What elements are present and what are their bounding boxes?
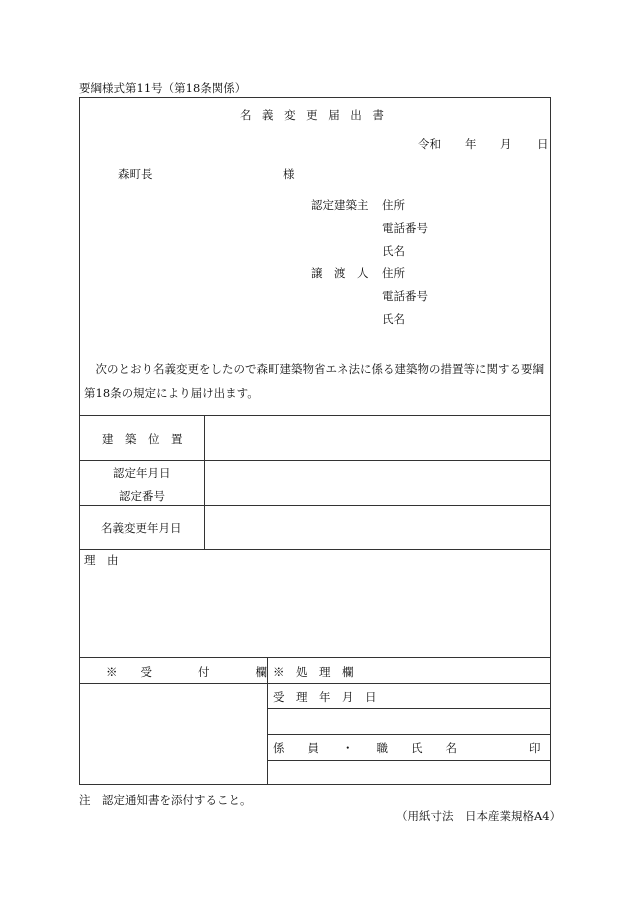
rule: [267, 657, 268, 785]
date-year: 年: [465, 137, 477, 151]
reason-field[interactable]: [80, 570, 550, 656]
rule: [79, 657, 551, 658]
change-date-field[interactable]: [205, 506, 550, 548]
cert-field[interactable]: [205, 461, 550, 504]
transferor-label: 譲 渡 人: [311, 266, 369, 280]
receipt-date-label: 受 理 年 月 日: [273, 690, 377, 704]
cert-number-label: 認定番号: [119, 489, 165, 503]
processing-label: ※ 処 理 欄: [273, 665, 354, 679]
applicant-label: 認定建築主: [311, 198, 369, 212]
change-date-label: 名義変更年月日: [101, 521, 182, 535]
transferor-name-label: 氏名: [382, 312, 405, 326]
rule: [79, 549, 551, 550]
addressee-name: 森町長: [118, 167, 153, 181]
rule: [267, 734, 551, 735]
transferor-address-label: 住所: [382, 266, 405, 280]
date-month: 月: [500, 137, 512, 151]
form-number: 要綱様式第11号（第18条関係）: [79, 81, 247, 95]
document-title: 名 義 変 更 届 出 書: [240, 108, 388, 122]
location-label: 建 築 位 置: [102, 432, 183, 446]
applicant-phone-label: 電話番号: [382, 221, 428, 235]
applicant-name-label: 氏名: [382, 244, 405, 258]
rule: [79, 683, 551, 684]
transferor-phone-label: 電話番号: [382, 289, 428, 303]
seal-mark: 印: [529, 741, 541, 755]
cert-date-label: 認定年月日: [113, 466, 171, 480]
applicant-address-label: 住所: [382, 198, 405, 212]
addressee-honorific: 様: [283, 167, 295, 181]
rule: [267, 708, 551, 709]
date-era: 令和: [418, 137, 441, 151]
location-field[interactable]: [205, 416, 550, 459]
staff-name-label: 係 員 ・ 職 氏 名: [273, 741, 457, 755]
rule: [267, 760, 551, 761]
attachment-note: 注 認定通知書を添付すること。: [79, 793, 252, 807]
reason-label: 理 由: [84, 553, 119, 567]
paper-size-note: （用紙寸法 日本産業規格A4）: [396, 809, 562, 823]
date-day: 日: [537, 137, 549, 151]
reception-label: ※ 受 付 欄: [106, 665, 267, 679]
statement-text: 次のとおり名義変更をしたので森町建築物省エネ法に係る建築物の措置等に関する要綱第18条の規定により届け出ます。: [84, 362, 544, 400]
